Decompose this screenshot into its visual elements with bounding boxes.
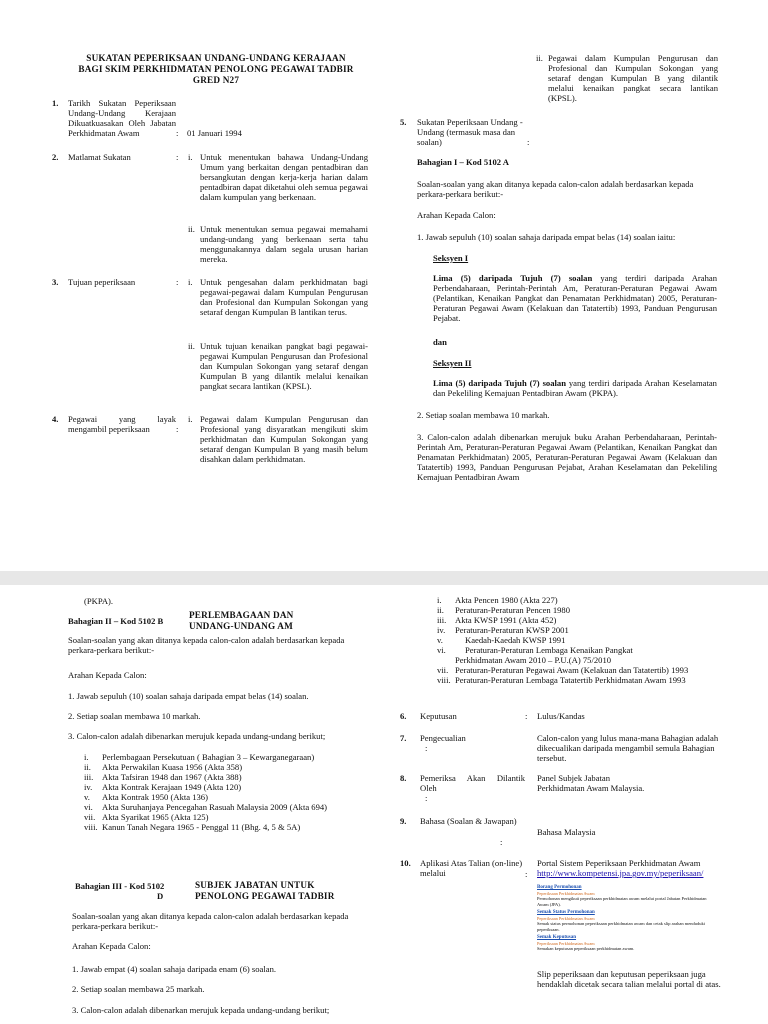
item-1-value: 01 Januari 1994 (187, 128, 242, 138)
item-1-number: 1. (52, 98, 59, 108)
document-page-2 (0, 585, 768, 1024)
item-5-number: 5. (400, 117, 407, 127)
document-title (50, 53, 382, 86)
item-4-label: Pegawai yang layak mengambil peperiksaan (68, 414, 176, 434)
item-2-sub-1-text: Untuk menentukan bahawa Undang-Undang Umum yang berkaitan dengan pentadbiran dan bersangkutan dengan kerja-kerja harian dalam pentadbiran dapat diketahui oleh semua pegawai dalam kumpulan yang berkenaan. (200, 152, 368, 202)
item-3-label: Tujuan peperiksaan (68, 277, 136, 287)
part-d-label (75, 881, 164, 901)
item-1-colon: : (176, 128, 179, 138)
item-10-label: Aplikasi Atas Talian (on-line) melalui (420, 858, 523, 878)
section-2-text (433, 378, 717, 398)
reference-item: vi. Peraturan-Peraturan Lembaga Kenaikan Pangkat (437, 645, 633, 655)
check-application-status-link[interactable]: Semak Status Permohonan (537, 910, 595, 915)
part-b-title: PERLEMBAGAAN DAN UNDANG-UNDANG AM (189, 610, 294, 631)
reference-item: vii. Peraturan-Peraturan Pegawai Awam (Kelakuan dan Tatatertib) 1993 (437, 665, 689, 675)
item-2-sub-2-text: Untuk menentukan semua pegawai memahami undang-undang yang berkenaan serta tahu menggunakannya dalam segala urusan harian mereka. (200, 224, 368, 264)
item-8-colon: : (425, 793, 428, 803)
reference-item: i. Akta Pencen 1980 (Akta 227) (437, 595, 558, 605)
item-9-colon: : (500, 837, 503, 847)
part-b-label: Bahagian II – Kod 5102 B (68, 616, 164, 626)
section-1-body: yang terdiri daripada Arahan Perbendaharaan, Perintah-Perintah Am, Peraturan-Peraturan Pegawai Awam (Pelantikan, Kenaikan Pangkat dan Penamatan Perkhidmatan) 2005, Peraturan-Peraturan Pegawai Awam (Kelakuan dan Tatatertib) 1993, Panduan Pengurusan Pejabat. (433, 273, 717, 323)
portal-entry-subtitle: Peperiksaan Perkhidmatan Awam (537, 891, 595, 896)
item-3-number: 3. (52, 277, 59, 287)
item-3-sub-1-text: Untuk pengesahan dalam perkhidmatan bagi pegawai-pegawai dalam Kumpulan Pengurusan dan Profesional dan Kumpulan Sokongan yang setaraf dengan Kumpulan B lantikan terus. (200, 277, 368, 317)
slip-note: Slip peperiksaan dan keputusan peperiksaan juga hendaklah dicetak secara talian melalui portal di atas. (537, 969, 721, 989)
item-8-value: Panel Subjek Jabatan Perkhidmatan Awam Malaysia. (537, 773, 645, 793)
portal-entry-description: Permohonan mengikuti peperiksaan perkhidmatan awam melalui portal Jabatan Perkhidmatan Awam (JPA). (537, 896, 707, 907)
item-5-label: Sukatan Peperiksaan Undang -Undang (termasuk masa dan soalan) (417, 117, 523, 147)
part-b-instruction-3: 3. Calon-calon adalah dibenarkan merujuk kepada undang-undang berikut; (68, 731, 326, 741)
part-d-label-line-2: D (157, 891, 164, 901)
reference-item: i. Perlembagaan Persekutuan ( Bahagian 3 – Kewarganegaraan) (84, 752, 315, 762)
part-b-instruction-2: 2. Setiap soalan membawa 10 markah. (68, 711, 201, 721)
part-d-intro: Soalan-soalan yang akan ditanya kepada calon-calon adalah berdasarkan kepada perkara-perkara berikut:- (72, 911, 349, 931)
item-3-sub-2-text: Untuk tujuan kenaikan pangkat bagi pegawai-pegawai Kumpulan Pengurusan dan Profesional dan Kumpulan Sokongan yang setaraf dengan Kumpulan B yang dilantik melalui kenaikan pangkat secara lantikan (KPSL). (200, 341, 368, 391)
section-1-bold: Lima (5) daripada Tujuh (7) soalan (433, 273, 593, 283)
item-1-label: Tarikh Sukatan Peperiksaan Undang-Undang Kerajaan Dikuatkuasakan Oleh Jabatan Perkhidmatan Awam (68, 98, 176, 138)
portal-entry (537, 935, 717, 952)
reference-item: iv. Akta Kontrak Kerajaan 1949 (Akta 120) (84, 782, 242, 792)
reference-item: Perkhidmatan Awam 2010 – P.U.(A) 75/2010 (455, 655, 612, 665)
part-b-instruction-1: 1. Jawab sepuluh (10) soalan sahaja daripada empat belas (14) soalan. (68, 691, 309, 701)
item-7-label: Pengecualian (420, 733, 466, 743)
item-10-colon: : (525, 869, 528, 879)
reference-item: ii. Peraturan-Peraturan Pencen 1980 (437, 605, 571, 615)
item-7-number: 7. (400, 733, 407, 743)
reference-item: iii. Akta Tafsiran 1948 dan 1967 (Akta 388) (84, 772, 242, 782)
portal-entry-subtitle: Peperiksaan Perkhidmatan Awam (537, 916, 595, 921)
title-line-2: BAGI SKIM PERKHIDMATAN PENOLONG PEGAWAI TADBIR (78, 64, 354, 74)
item-9-value: Bahasa Malaysia (537, 827, 596, 837)
item-2-colon: : (176, 152, 179, 162)
part-b-instructions-heading: Arahan Kepada Calon: (68, 670, 147, 680)
reference-item: vi. Akta Suruhanjaya Pencegahan Rasuah Malaysia 2009 (Akta 694) (84, 802, 328, 812)
item-3-sub-1-number: i. (188, 277, 193, 287)
part-a-heading: Bahagian I – Kod 5102 A (417, 157, 509, 167)
item-4-number: 4. (52, 414, 59, 424)
check-results-link[interactable]: Semak Keputusan (537, 935, 577, 940)
part-a-instruction-1: 1. Jawab sepuluh (10) soalan sahaja daripada empat belas (14) soalan iaitu: (417, 232, 676, 242)
item-4-sub-2-text: Pegawai dalam Kumpulan Pengurusan dan Profesional dan Kumpulan Sokongan yang setaraf dengan Kumpulan B yang dilantik melalui kenaikan pangkat secara lantikan (KPSL). (548, 53, 718, 103)
part-d-instruction-2: 2. Setiap soalan membawa 25 markah. (72, 984, 205, 994)
part-d-instruction-3: 3. Calon-calon adalah dibenarkan merujuk kepada undang-undang berikut; (72, 1005, 330, 1015)
section-2-body: yang terdiri daripada Arahan Keselamatan dan Pekeliling Kemajuan Pentadbiran Awam (PKPA). (433, 378, 717, 398)
portal-entry-description: Semak status permohonan peperiksaan perkhidmatan awam dan cetak slip arahan menduduki peperiksaan. (537, 921, 705, 932)
item-6-value: Lulus/Kandas (537, 711, 585, 721)
item-2-sub-2-number: ii. (188, 224, 195, 234)
part-d-title: SUBJEK JABATAN UNTUK PENOLONG PEGAWAI TADBIR (195, 880, 335, 901)
portal-entry (537, 910, 717, 932)
item-8-label: Pemeriksa Akan Dilantik Oleh (420, 773, 525, 793)
and-text: dan (433, 337, 447, 347)
section-1-text (433, 273, 717, 323)
reference-item: ii. Akta Perwakilan Kuasa 1956 (Akta 358) (84, 762, 243, 772)
item-2-label: Matlamat Sukatan (68, 152, 131, 162)
part-a-instruction-3: 3. Calon-calon adalah dibenarkan merujuk buku Arahan Perbendaharaan, Perintah-Perintah Am, Peraturan-Peraturan Pegawai Awam (Pelantikan, Kenaikan Pangkat dan Penamatan Perkhidmatan) 2005, Peraturan-Peraturan Pegawai Awam (Kelakuan dan Tatatertib) 1993, Panduan Pengurusan Pejabat, Arahan Keselamatan dan Pekeliling Kemajuan Pentadbiran Awam (417, 432, 717, 482)
part-d-label-line-1: Bahagian III - Kod 5102 (75, 881, 165, 891)
part-b-reference-list (84, 752, 374, 832)
item-4-sub-2-number: ii. (536, 53, 543, 63)
item-6-label: Keputusan (420, 711, 457, 721)
item-4-colon: : (176, 424, 179, 434)
application-form-link[interactable]: Borang Permohonan (537, 885, 582, 890)
part-d-instruction-1: 1. Jawab empat (4) soalan sahaja daripada enam (6) soalan. (72, 964, 277, 974)
item-9-number: 9. (400, 816, 407, 826)
part-d-instructions-heading: Arahan Kepada Calon: (72, 941, 151, 951)
item-2-sub-1-number: i. (188, 152, 193, 162)
item-6-colon: : (525, 711, 528, 721)
reference-item: viii. Peraturan-Peraturan Lembaga Tatatertib Perkhidmatan Awam 1993 (437, 675, 686, 685)
item-9-label: Bahasa (Soalan & Jawapan) (420, 816, 517, 826)
title-line-1: SUKATAN PEPERIKSAAN UNDANG-UNDANG KERAJAAN (86, 53, 346, 63)
part-a-instruction-2: 2. Setiap soalan membawa 10 markah. (417, 410, 550, 420)
item-3-sub-2-number: ii. (188, 341, 195, 351)
item-7-colon: : (425, 743, 428, 753)
pkpa-continuation: (PKPA). (84, 596, 114, 606)
part-a-instructions-heading: Arahan Kepada Calon: (417, 210, 496, 220)
part-a-intro: Soalan-soalan yang akan ditanya kepada calon-calon adalah berdasarkan kepada perkara-perkara berikut:- (417, 179, 694, 199)
portal-entry-subtitle: Peperiksaan Perkhidmatan Awam (537, 941, 595, 946)
part-d-reference-list (437, 595, 737, 685)
part-b-intro: Soalan-soalan yang akan ditanya kepada calon-calon adalah berdasarkan kepada perkara-perkara berikut:- (68, 635, 345, 655)
item-4-sub-1-text: Pegawai dalam Kumpulan Pengurusan dan Profesional yang disyaratkan mengikuti skim perkhidmatan dan Kumpulan Sokongan yang setaraf dengan Kumpulan B yang masih belum disahkan dalam perkhidmatan. (200, 414, 368, 464)
reference-item: v. Akta Kontrak 1950 (Akta 136) (84, 792, 208, 802)
section-2-heading: Seksyen II (433, 358, 472, 368)
portal-entry (537, 885, 717, 907)
reference-item: viii. Kanun Tanah Negara 1965 - Penggal 11 (Bhg. 4, 5 & 5A) (84, 822, 301, 832)
item-2-number: 2. (52, 152, 59, 162)
item-6-number: 6. (400, 711, 407, 721)
exam-portal-link[interactable]: http://www.kompetensi.jpa.gov.my/peperiksaan/ (537, 868, 704, 878)
title-line-3: GRED N27 (192, 75, 240, 85)
item-7-value: Calon-calon yang lulus mana-mana Bahagian adalah dikecualikan daripada mengambil semula Bahagian tersebut. (537, 733, 719, 763)
section-1-heading: Seksyen I (433, 253, 469, 263)
portal-screenshot (537, 885, 717, 952)
reference-item: iii. Akta KWSP 1991 (Akta 452) (437, 615, 557, 625)
item-10-number: 10. (400, 858, 411, 868)
item-3-colon: : (176, 277, 179, 287)
reference-item: vii. Akta Syarikat 1965 (Akta 125) (84, 812, 209, 822)
item-10-value: Portal Sistem Peperiksaan Perkhidmatan Awam (537, 858, 701, 868)
reference-item: iv. Peraturan-Peraturan KWSP 2001 (437, 625, 569, 635)
item-4-sub-1-number: i. (188, 414, 193, 424)
item-8-number: 8. (400, 773, 407, 783)
item-5-colon: : (527, 137, 530, 147)
reference-item: v. Kaedah-Kaedah KWSP 1991 (437, 635, 566, 645)
portal-entry-description: Semakan keputusan peperiksaan perkhidmatan awam. (537, 946, 635, 951)
section-2-bold: Lima (5) daripada Tujuh (7) soalan (433, 378, 566, 388)
